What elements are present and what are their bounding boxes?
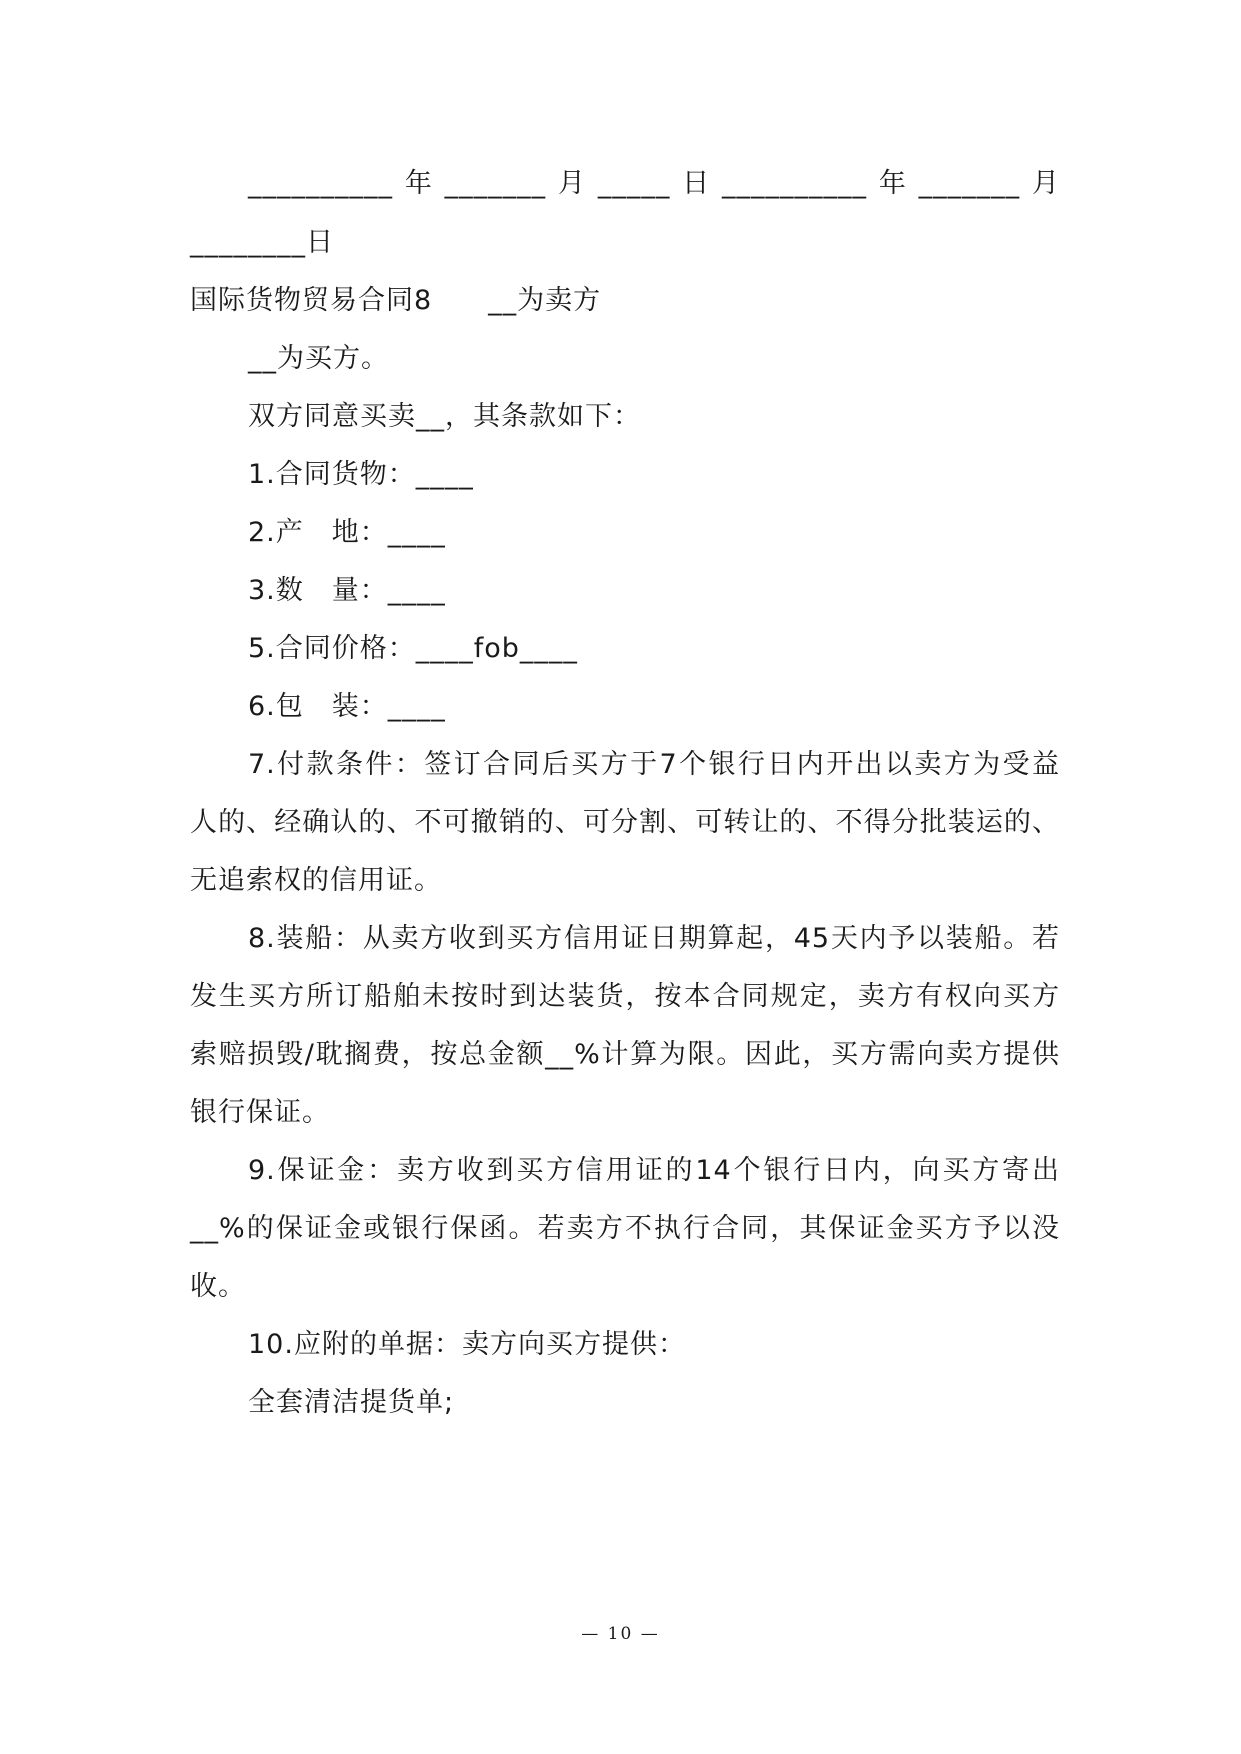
buyer-line: __为买方。 <box>248 343 389 374</box>
clause-deposit: 9.保证金：卖方收到买方信用证的14个银行日内，向买方寄出 <box>248 1155 1060 1186</box>
clause-payment-line-3: 无追索权的信用证。 <box>190 865 442 896</box>
agreement-intro: 双方同意买卖__，其条款如下： <box>248 401 641 432</box>
clause-payment: 7.付款条件：签订合同后买方于7个银行日内开出以卖方为受益 <box>248 749 1060 780</box>
clause-origin: 2.产 地：____ <box>248 517 446 548</box>
page-number: — 10 — <box>581 1624 660 1644</box>
clause-deposit-line-2: __%的保证金或银行保函。若卖方不执行合同，其保证金买方予以没 <box>190 1213 1060 1244</box>
clause-documents-item: 全套清洁提货单; <box>248 1387 455 1418</box>
clause-shipment-line-3: 索赔损毁/耽搁费，按总金额__%计算为限。因此，买方需向卖方提供 <box>190 1039 1060 1070</box>
contract-title: 国际货物贸易合同8 __为卖方 <box>190 285 602 316</box>
clause-payment-line-2: 人的、经确认的、不可撤销的、可分割、可转让的、不得分批装运的、 <box>190 807 1060 838</box>
date-line-continued: ________日 <box>190 227 334 258</box>
clause-shipment-line-2: 发生买方所订船舶未按时到达装货，按本合同规定，卖方有权向买方 <box>190 981 1060 1012</box>
clause-shipment: 8.装船：从卖方收到买方信用证日期算起，45天内予以装船。若 <box>248 923 1060 954</box>
clause-documents: 10.应附的单据：卖方向买方提供： <box>248 1329 686 1360</box>
clause-packing: 6.包 装：____ <box>248 691 446 722</box>
clause-quantity: 3.数 量：____ <box>248 575 446 606</box>
clause-goods: 1.合同货物：____ <box>248 459 474 490</box>
date-line: __________年_______月_____日__________年_______月 <box>248 168 1060 199</box>
clause-price: 5.合同价格：____fob____ <box>248 633 578 664</box>
clause-deposit-line-3: 收。 <box>190 1271 246 1302</box>
clause-shipment-line-4: 银行保证。 <box>190 1097 330 1128</box>
